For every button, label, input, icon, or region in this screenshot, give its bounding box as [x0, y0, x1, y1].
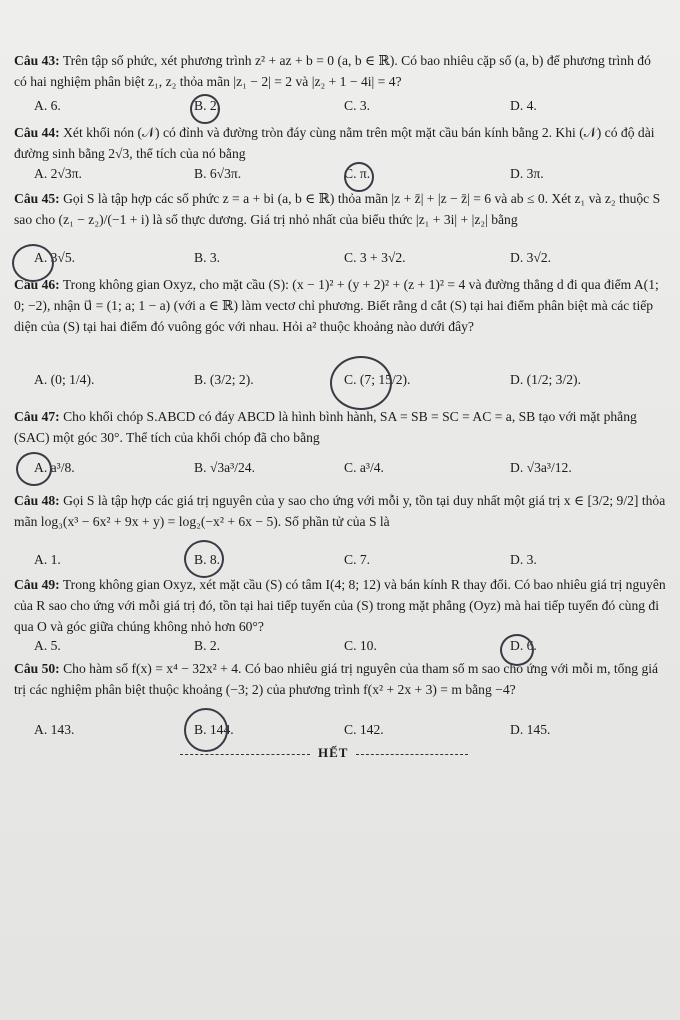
question-label: Câu 46:: [14, 277, 60, 292]
question-label: Câu 47:: [14, 409, 60, 424]
option-d[interactable]: D. (1/2; 3/2).: [510, 372, 581, 387]
question-45: [14, 188, 666, 230]
option-d[interactable]: D. 3.: [510, 552, 537, 567]
option-a[interactable]: A. 143.: [34, 722, 75, 737]
option-d[interactable]: D. 6.: [510, 638, 537, 653]
option-a[interactable]: A. (0; 1/4).: [34, 372, 95, 387]
answer-mark-circle: [16, 452, 52, 486]
question-47: [14, 406, 666, 448]
option-a[interactable]: A. 3√5.: [34, 250, 76, 265]
question-49: [14, 574, 666, 637]
question-text: Gọi S là tập hợp các số phức z = a + bi (a, b ∈ ℝ) thỏa mãn |z + z̄| + |z − z̄| = 6 và ab ≤ 0. Xét z₁ và z₂ thuộc S sao cho (z₁ − z₂)/(−1 + i) là số thực dương. Giá trị nhỏ nhất của biểu thức |z₁ + 3i| + |z₂| bằng: [14, 191, 661, 227]
question-text: Trên tập số phức, xét phương trình z² + az + b = 0 (a, b ∈ ℝ). Có bao nhiêu cặp số (a, b) để phương trình đó có hai nghiệm phân biệt z₁, z₂ thỏa mãn |z₁ − 2| = 2 và |z₂ + 1 − 4i| = 4?: [14, 53, 651, 89]
option-c[interactable]: C. 7.: [344, 552, 371, 567]
option-a[interactable]: A. 1.: [34, 552, 61, 567]
answer-mark-circle: [184, 708, 228, 752]
option-b[interactable]: B. √3a³/24.: [194, 460, 255, 475]
question-label: Câu 45:: [14, 191, 60, 206]
question-label: Câu 50:: [14, 661, 60, 676]
options-43: [34, 98, 654, 120]
question-text: Xét khối nón (𝒩) có đỉnh và đường tròn đáy cùng nằm trên một mặt cầu bán kính bằng 2. Khi (𝒩) có độ dài đường sinh bằng 2√3, thể tích của nó bằng: [14, 125, 655, 161]
option-c[interactable]: C. 142.: [344, 722, 384, 737]
option-b[interactable]: B. 144.: [194, 722, 234, 737]
option-a[interactable]: A. 5.: [34, 638, 61, 653]
option-a[interactable]: A. 2√3π.: [34, 166, 82, 181]
option-b[interactable]: B. (3/2; 2).: [194, 372, 254, 387]
option-c[interactable]: C. 3.: [344, 98, 371, 113]
option-d[interactable]: D. 3π.: [510, 166, 544, 181]
option-c[interactable]: C. (7; 15/2).: [344, 372, 411, 387]
option-b[interactable]: B. 6√3π.: [194, 166, 242, 181]
option-c[interactable]: C. π.: [344, 166, 371, 181]
answer-mark-circle: [190, 94, 220, 124]
answer-mark-circle: [344, 162, 374, 192]
question-text: Trong không gian Oxyz, cho mặt cầu (S): (x − 1)² + (y + 2)² + (z + 1)² = 4 và đường thẳng d đi qua điểm A(1; 0; −2), nhận u⃗ = (1; a; 1 − a) (với a ∈ ℝ) làm vectơ chỉ phương. Biết rằng d cắt (S) tại hai điểm phân biệt mà các tiếp diện của (S) tại hai điểm đó vuông góc với nhau. Hỏi a² thuộc khoảng nào dưới đây?: [14, 277, 659, 334]
question-text: Gọi S là tập hợp các giá trị nguyên của y sao cho ứng với mỗi y, tồn tại duy nhất một giá trị x ∈ [3/2; 9/2] thỏa mãn log₃(x³ − 6x² + 9x + y) = log₂(−x² + 6x − 5). Số phần tử của S là: [14, 493, 666, 529]
end-label: HẾT: [318, 745, 349, 760]
question-43: [14, 50, 666, 92]
option-b[interactable]: B. 3.: [194, 250, 221, 265]
option-d[interactable]: D. 3√2.: [510, 250, 552, 265]
question-48: [14, 490, 666, 532]
question-44: [14, 122, 666, 164]
question-text: Cho hàm số f(x) = x⁴ − 32x² + 4. Có bao nhiêu giá trị nguyên của tham số m sao cho ứng với mỗi m, tổng giá trị các nghiệm phân biệt thuộc khoảng (−3; 2) của phương trình f(x² + 2x + 3) = m bằng −4?: [14, 661, 659, 697]
options-50: [34, 722, 654, 744]
question-label: Câu 49:: [14, 577, 60, 592]
dashed-rule-right: [356, 754, 468, 755]
options-48: [34, 552, 654, 574]
answer-mark-circle: [12, 244, 54, 282]
options-49: [34, 638, 654, 660]
option-d[interactable]: D. 4.: [510, 98, 537, 113]
question-text: Cho khối chóp S.ABCD có đáy ABCD là hình bình hành, SA = SB = SC = AC = a, SB tạo với mặt phẳng (SAC) một góc 30°. Thể tích của khối chóp đã cho bằng: [14, 409, 637, 445]
question-text: Trong không gian Oxyz, xét mặt cầu (S) có tâm I(4; 8; 12) và bán kính R thay đổi. Có bao nhiêu giá trị nguyên của R sao cho ứng với mỗi giá trị đó, tồn tại hai tiếp tuyến của (S) trong mặt phẳng (Oyz) mà hai tiếp tuyến đó cùng đi qua O và góc giữa chúng không nhỏ hơn 60°?: [14, 577, 666, 634]
option-b[interactable]: B. 8.: [194, 552, 221, 567]
question-50: [14, 658, 666, 700]
question-label: Câu 48:: [14, 493, 60, 508]
answer-mark-circle: [330, 356, 392, 410]
option-c[interactable]: C. 3 + 3√2.: [344, 250, 406, 265]
option-d[interactable]: D. √3a³/12.: [510, 460, 572, 475]
option-c[interactable]: C. a³/4.: [344, 460, 384, 475]
options-47: [34, 460, 654, 482]
option-b[interactable]: B. 2.: [194, 98, 221, 113]
answer-mark-circle: [184, 540, 224, 578]
question-label: Câu 44:: [14, 125, 60, 140]
options-45: [34, 250, 654, 272]
option-c[interactable]: C. 10.: [344, 638, 377, 653]
option-a[interactable]: A. 6.: [34, 98, 61, 113]
answer-mark-circle: [500, 634, 534, 666]
dashed-rule-left: [180, 754, 310, 755]
option-d[interactable]: D. 145.: [510, 722, 551, 737]
question-label: Câu 43:: [14, 53, 60, 68]
option-a[interactable]: A. a³/8.: [34, 460, 75, 475]
question-46: [14, 274, 666, 337]
option-b[interactable]: B. 2.: [194, 638, 221, 653]
